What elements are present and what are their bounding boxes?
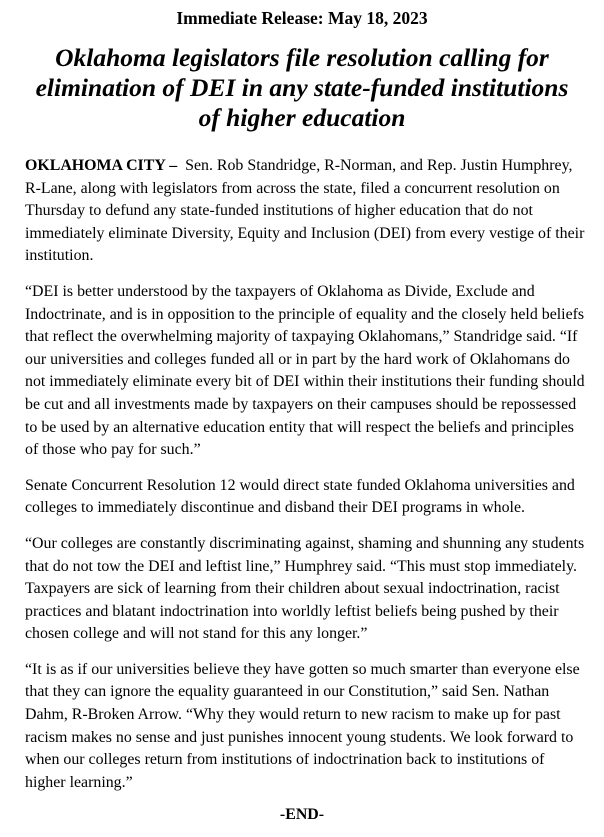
paragraph-4: “Our colleges are constantly discriminating against, shaming and shunning any students that do not tow the DEI and leftist line,” Humphrey said. “This must stop immediately. Taxpayers are sick of learning from their children about sexual indoctrination, racist practices and blatant indoctrination into worldly leftist beliefs being pushed by their chosen college and will not stand for this any longer.”	[25, 534, 585, 643]
end-marker: -END-	[279, 806, 325, 823]
paragraph-3: Senate Concurrent Resolution 12 would direct state funded Oklahoma universities and colleges to immediately discontinue and disband their DEI programs in whole.	[25, 476, 575, 517]
dateline: OKLAHOMA CITY –	[25, 157, 178, 174]
article-body	[25, 155, 587, 807]
headline: Oklahoma legislators file resolution calling for elimination of DEI in any state-funded institutions of higher education	[35, 43, 569, 132]
release-date-line: Immediate Release: May 18, 2023	[176, 8, 428, 28]
paragraph-5: “It is as if our universities believe they have gotten so much smarter than everyone else that they can ignore the equality guaranteed in our Constitution,” said Sen. Nathan Dahm, R-Broken Arrow. “Why they would return to new racism to make up for past racism makes no sense and just punishes innocent young students. We look forward to when our colleges return from institutions of indoctrination back to institutions of higher learning.”	[25, 660, 580, 791]
paragraph-1	[25, 155, 587, 268]
paragraph-1-text: Sen. Rob Standridge, R-Norman, and Rep. Justin Humphrey, R-Lane, along with legislators from across the state, filed a concurrent resolution on Thursday to defund any state-funded institutions of higher education that do not immediately eliminate Diversity, Equity and Inclusion (DEI) from every vestige of their institution.	[25, 157, 585, 265]
paragraph-2: “DEI is better understood by the taxpayers of Oklahoma as Divide, Exclude and Indoctrinate, and is in opposition to the principle of equality and the closely held beliefs that reflect the overwhelming majority of taxpaying Oklahomans,” Standridge said. “If our universities and colleges funded all or in part by the hard work of Oklahomans do not immediately eliminate every bit of DEI within their institutions their funding should be cut and all investments made by taxpayers on their campuses should be repossessed to be used by an alternative education entity that will respect the beliefs and principles of those who pay for such.”	[25, 282, 585, 459]
